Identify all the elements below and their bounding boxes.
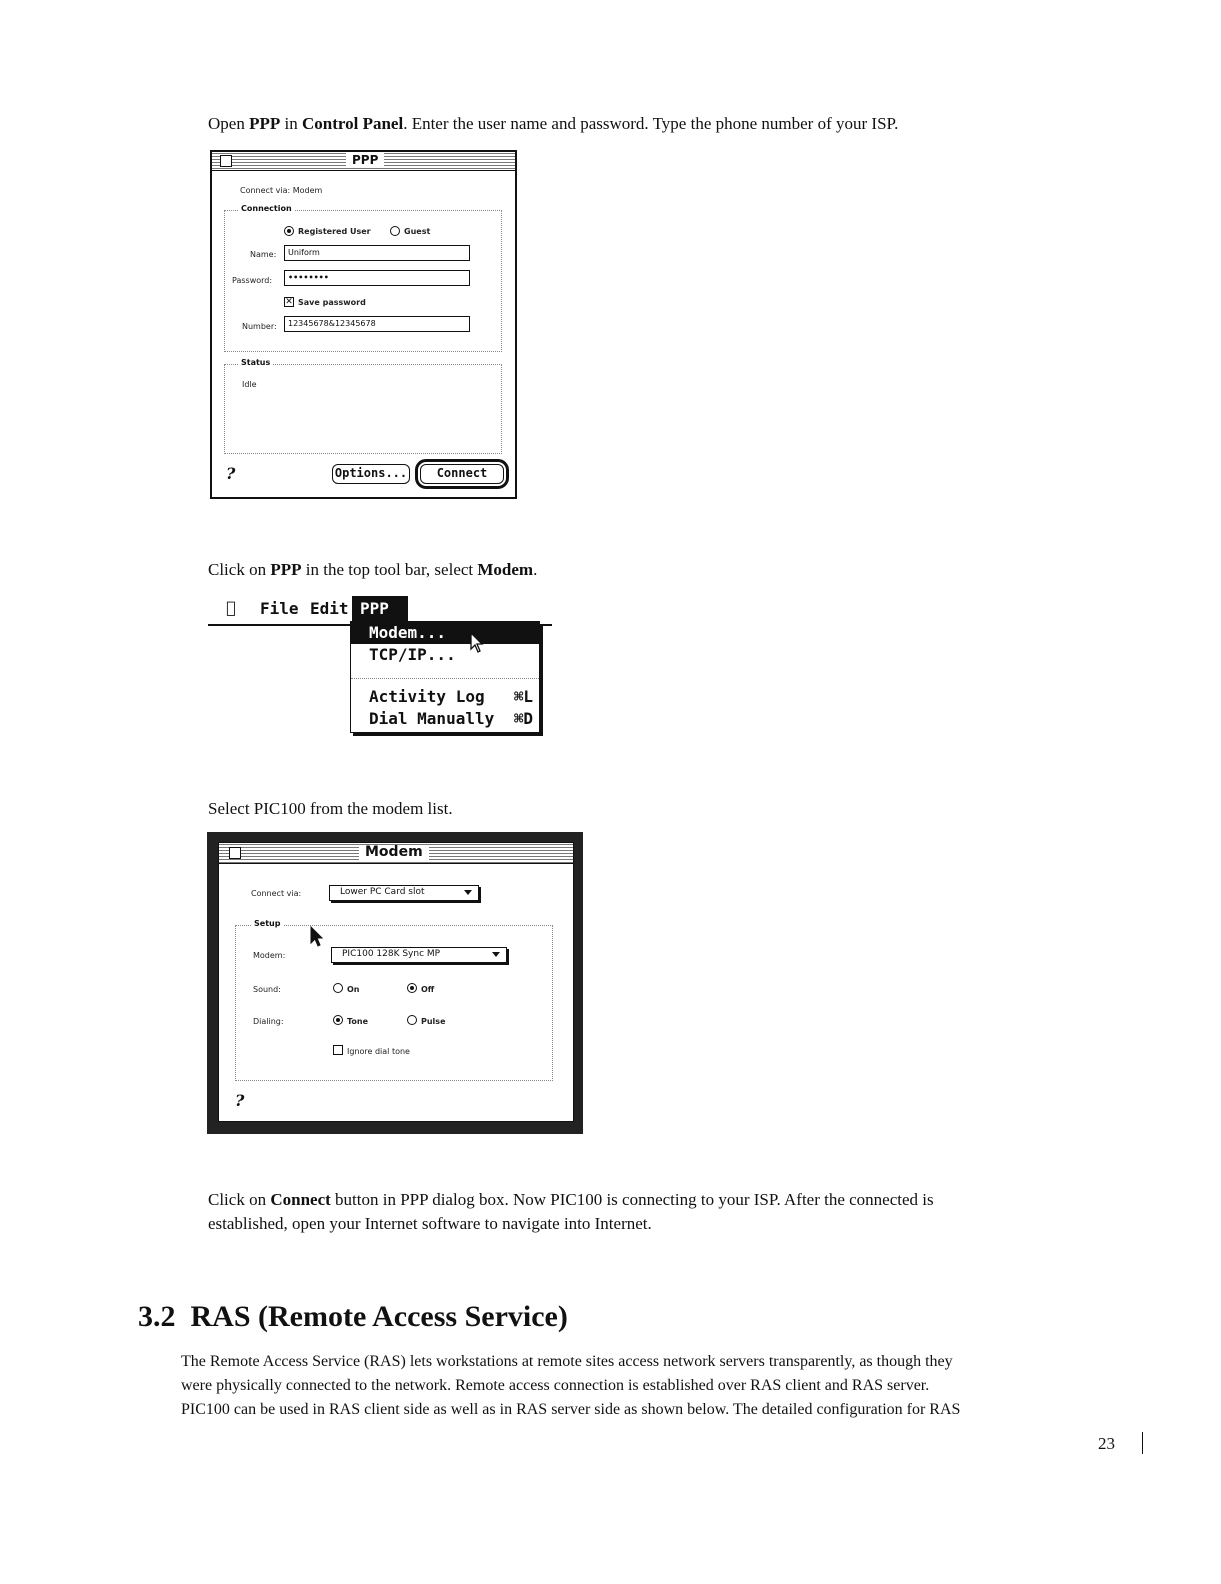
ppp-menu[interactable]: PPP: [352, 596, 408, 622]
registered-user-label: Registered User: [298, 227, 371, 236]
ppp-title-bar[interactable]: [212, 152, 515, 171]
modem-window: [218, 842, 574, 1122]
sound-label: Sound:: [253, 985, 281, 994]
page-number: 23: [1098, 1434, 1115, 1453]
name-field[interactable]: Uniform: [284, 245, 470, 261]
menu-item-tcpip[interactable]: TCP/IP...: [369, 645, 456, 664]
connect-via-popup[interactable]: Lower PC Card slot: [329, 885, 479, 901]
help-icon[interactable]: ?: [226, 464, 236, 483]
intro-paragraph: Open PPP in Control Panel. Enter the user name and password. Type the phone number of your ISP.: [208, 114, 899, 133]
sound-off-radio[interactable]: [407, 983, 417, 993]
ppp-window-title: PPP: [346, 153, 384, 168]
save-password-label: Save password: [298, 298, 366, 307]
section-number: 3.2: [138, 1300, 176, 1333]
dialing-tone-label: Tone: [347, 1017, 369, 1026]
ppp-window: [210, 150, 517, 499]
help-icon[interactable]: ?: [235, 1091, 245, 1110]
password-label: Password:: [232, 276, 273, 285]
guest-label: Guest: [404, 227, 431, 236]
dialing-tone-radio[interactable]: [333, 1015, 343, 1025]
options-button[interactable]: Options...: [332, 464, 410, 484]
registered-user-radio[interactable]: [284, 226, 294, 236]
edit-menu[interactable]: Edit: [310, 599, 349, 618]
modem-label: Modem:: [253, 951, 286, 960]
section-heading: [138, 1300, 568, 1334]
status-group: [224, 364, 502, 454]
status-group-label: Status: [238, 358, 273, 367]
menu-instruction-paragraph: Click on PPP in the top tool bar, select Modem.: [208, 560, 538, 579]
password-field[interactable]: ••••••••: [284, 270, 470, 286]
dialing-label: Dialing:: [253, 1017, 284, 1026]
setup-group-label: Setup: [251, 919, 283, 928]
menu-item-modem[interactable]: Modem...: [351, 622, 539, 644]
mouse-cursor-icon: [470, 632, 484, 654]
menu-separator: [351, 678, 539, 679]
modem-window-title: Modem: [359, 845, 429, 860]
modem-popup[interactable]: PIC100 128K Sync MP: [331, 947, 507, 963]
mouse-cursor-icon: [310, 926, 324, 948]
chevron-down-icon: [492, 952, 500, 957]
save-password-checkbox[interactable]: ✕: [285, 297, 293, 307]
file-menu[interactable]: File: [260, 599, 299, 618]
dialing-pulse-radio[interactable]: [407, 1015, 417, 1025]
ras-paragraph: The Remote Access Service (RAS) lets workstations at remote sites access network servers transparently, as though they were physically connected to the network. Remote access connection is established over RAS client and RAS server. PIC100 can be used in RAS client side as well as in RAS server side as shown below. The detailed configuration for RAS: [181, 1353, 961, 1418]
ignore-dial-tone-label: Ignore dial tone: [347, 1047, 410, 1056]
sound-off-label: Off: [421, 985, 435, 994]
close-box-icon[interactable]: [229, 847, 241, 859]
apple-menu-icon[interactable]: [226, 598, 236, 617]
status-value: Idle: [242, 380, 257, 389]
modem-list-paragraph: Select PIC100 from the modem list.: [208, 799, 453, 818]
modem-title-bar[interactable]: [219, 843, 573, 864]
sound-on-radio[interactable]: [333, 983, 343, 993]
menu-item-dial-manually[interactable]: Dial Manually ⌘D: [369, 709, 533, 728]
close-box-icon[interactable]: [220, 155, 232, 167]
ppp-dropdown-menu: [350, 621, 540, 733]
connect-via-label: Connect via:: [251, 889, 302, 898]
connect-paragraph: Click on Connect button in PPP dialog box. Now PIC100 is connecting to your ISP. After the connected is established, open your Internet software to navigate into Internet.: [208, 1190, 934, 1233]
sound-on-label: On: [347, 985, 360, 994]
chevron-down-icon: [464, 890, 472, 895]
dialing-pulse-label: Pulse: [421, 1017, 446, 1026]
connection-group-label: Connection: [238, 204, 295, 213]
menu-item-activity-log[interactable]: Activity Log ⌘L: [369, 687, 533, 706]
guest-radio[interactable]: [390, 226, 400, 236]
number-field[interactable]: 12345678&12345678: [284, 316, 470, 332]
ignore-dial-tone-checkbox[interactable]: [333, 1045, 343, 1055]
name-label: Name:: [250, 250, 277, 259]
connect-button[interactable]: Connect: [420, 464, 504, 484]
connect-via-label: Connect via: Modem: [240, 186, 323, 195]
number-label: Number:: [242, 322, 277, 331]
page-edge-mark: [1142, 1432, 1143, 1454]
section-title: RAS (Remote Access Service): [190, 1300, 568, 1333]
